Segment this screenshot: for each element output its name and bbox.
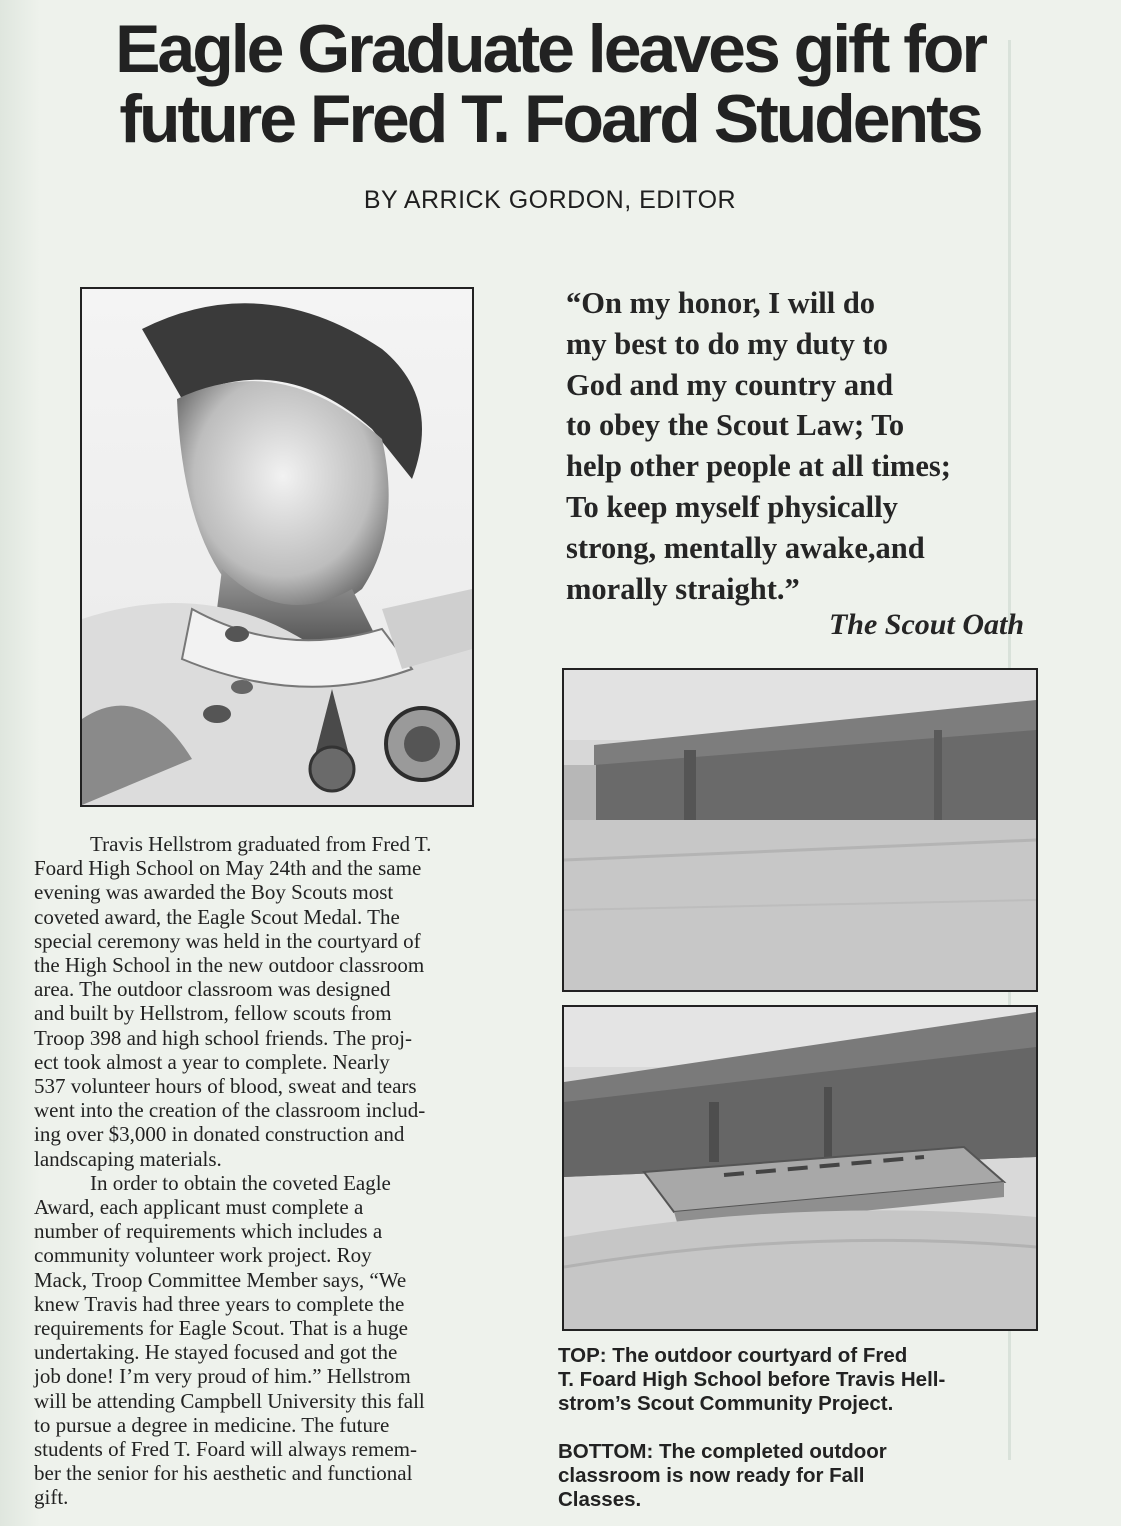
article-body bbox=[34, 832, 509, 1510]
article-line: job done! I’m very proud of him.” Hellstrom bbox=[34, 1364, 411, 1389]
classroom-after-image bbox=[564, 1007, 1036, 1329]
byline: BY ARRICK GORDON, EDITOR bbox=[363, 186, 737, 214]
quote-line: morally straight.” bbox=[566, 571, 800, 606]
article-line: gift. bbox=[34, 1485, 69, 1510]
article-line: ing over $3,000 in donated construction and bbox=[34, 1122, 405, 1147]
caption-line: T. Foard High School before Travis Hell- bbox=[558, 1368, 946, 1391]
photo-caption-top bbox=[558, 1344, 1028, 1416]
article-line: the High School in the new outdoor classroom bbox=[34, 953, 425, 978]
headline-line: Eagle Graduate leaves gift for bbox=[115, 11, 985, 87]
photo-caption-bottom bbox=[558, 1440, 1028, 1512]
article-line: Award, each applicant must complete a bbox=[34, 1195, 364, 1220]
quote-line: To keep myself physically bbox=[566, 489, 898, 524]
article-line: will be attending Campbell University this fall bbox=[34, 1388, 425, 1413]
article-line: went into the creation of the classroom includ- bbox=[34, 1098, 426, 1123]
article-line: community volunteer work project. Roy bbox=[34, 1243, 372, 1268]
article-line: and built by Hellstrom, fellow scouts from bbox=[34, 1001, 392, 1026]
portrait-image bbox=[82, 289, 472, 805]
article-line: ber the senior for his aesthetic and functional bbox=[34, 1461, 413, 1486]
quote-line: “On my honor, I will do bbox=[566, 286, 876, 320]
article-line: to pursue a degree in medicine. The future bbox=[34, 1412, 390, 1437]
article-line: Travis Hellstrom graduated from Fred T. bbox=[90, 832, 432, 856]
article-line: students of Fred T. Foard will always remem- bbox=[34, 1437, 417, 1462]
courtyard-before-photo bbox=[562, 668, 1038, 992]
article-line: area. The outdoor classroom was designed bbox=[34, 977, 391, 1002]
article-line: requirements for Eagle Scout. That is a huge bbox=[34, 1316, 409, 1341]
article-line: coveted award, the Eagle Scout Medal. The bbox=[34, 904, 400, 929]
article-line: ect took almost a year to complete. Nearly bbox=[34, 1049, 390, 1074]
article-line: number of requirements which includes a bbox=[34, 1219, 383, 1244]
article-line: Mack, Troop Committee Member says, “We bbox=[34, 1267, 407, 1292]
article-line: landscaping materials. bbox=[34, 1146, 222, 1171]
article-line: Foard High School on May 24th and the same bbox=[34, 856, 422, 881]
article-line: evening was awarded the Boy Scouts most bbox=[34, 880, 394, 905]
quote-line: my best to do my duty to bbox=[566, 326, 888, 361]
article-line: special ceremony was held in the courtyard of bbox=[34, 928, 421, 953]
article-line: undertaking. He stayed focused and got the bbox=[34, 1340, 398, 1365]
article-line: Troop 398 and high school friends. The proj- bbox=[34, 1025, 412, 1050]
quote-line: to obey the Scout Law; To bbox=[566, 408, 905, 443]
caption-line: TOP: The outdoor courtyard of Fred bbox=[558, 1344, 908, 1367]
caption-line: strom’s Scout Community Project. bbox=[558, 1392, 894, 1415]
caption-line: classroom is now ready for Fall bbox=[558, 1464, 865, 1487]
headline bbox=[100, 11, 1000, 157]
article-line: knew Travis had three years to complete the bbox=[34, 1291, 405, 1316]
article-line: In order to obtain the coveted Eagle bbox=[90, 1170, 391, 1195]
article-line: 537 volunteer hours of blood, sweat and tears bbox=[34, 1074, 417, 1099]
headline-line: future Fred T. Foard Students bbox=[119, 81, 981, 157]
quote-line: God and my country and bbox=[566, 367, 894, 402]
caption-line: Classes. bbox=[558, 1488, 642, 1511]
courtyard-before-image bbox=[564, 670, 1036, 990]
quote-attribution: The Scout Oath bbox=[828, 608, 1024, 641]
classroom-after-photo bbox=[562, 1005, 1038, 1331]
caption-line: BOTTOM: The completed outdoor bbox=[558, 1440, 887, 1463]
eagle-scout-portrait-photo bbox=[80, 287, 474, 807]
quote-line: strong, mentally awake,and bbox=[566, 530, 925, 565]
quote-line: help other people at all times; bbox=[566, 449, 951, 484]
scout-oath-quote bbox=[566, 283, 1036, 609]
